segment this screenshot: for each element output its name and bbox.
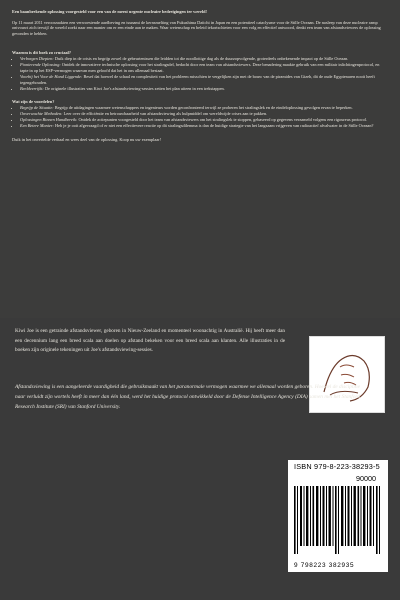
list-item: • Een Betere Manier: Heb je je ooit afgevraagd of er niet een effectievere reactie op dit stralingsdilemma is dan de huidige strategie van het langzaam vrijgeven van radioactief afvalwater in de Stille Oceaan? — [20, 123, 388, 129]
list-item: • Pionierende Oplossing: Ontdek de innovatieve technische oplossing voor het stralingsdel, bedacht door een team van afstandsviewers. Deze benadering maakte gebruik van een militair inlichtingenprotocol, en tapte in op het ESP-vermogen waarvan men geloofd dat het in ons allemaal bestaat. — [20, 62, 388, 73]
benefits-list — [12, 105, 388, 129]
blurb-text — [12, 9, 388, 143]
author-section — [0, 318, 400, 600]
remote-viewing-description: Afstandsviewing is een aangeleerde vaardigheid die gebruikmaakt van het paranormale vermogen waarmee we allemaal worden geboren. Hoewel de discipline naar verluidt zijn wortels heeft in meer dan één land, werd het huidige protocol ontwikkeld door de Defense Intelligence Agency (DIA) samen met het Stanford Research Institute (SRI) van Stanford University. — [15, 384, 360, 410]
list-item: • Onverwachte Methoden: Leer over de efficiëntie en betrouwbaarheid van afstandsviewing als hulpmiddel om wereldwijde crises aan te pakken. — [20, 111, 388, 117]
list-item: • Begrijp de Situatie: Begrijp de uitdagingen waarmee wetenschappers en ingenieurs worden geconfronteerd terwijl ze proberen het stralingslek en de eindeloplossing gevolgen ervan te beperken. — [20, 105, 388, 111]
barcode-icon — [294, 486, 382, 554]
headline: Een baanbrekende oplossing voorgesteld voor een van de meest urgente nucleaire bedreigingen ter wereld! — [12, 9, 207, 14]
list-item: • Oplossingen Binnen Handbereik: Ontdek de actiepunten voorgesteld door het team van afstandsviewers om het stralingslek te stoppen, gebaseerd op gegevens verzameld volgens een rigoureus protocol. — [20, 117, 388, 123]
price-code: 90000 — [356, 474, 376, 483]
list-item: • Verborgen Diepten: Duik diep in de crisis en begrijp zowel de gebeurtenissen die leidden tot die noodlottige dag als de duurzopvolgende, groterdeels onbekenende impact op de Stille Oceaan. — [20, 56, 388, 62]
list-item: • Beeldverrijkt: De originele illustraties van Kiwi Joe's afstandsviewing-sessies zetten het plan uiteen in een trekstappen. — [20, 86, 388, 92]
intro-paragraph: Op 11 maart 2011 veroorzaakten een verwoestende aardbeving en tsunami de kernsmelting van Fukushima Daiichi in Japan en een potentieel cataclysme voor de Stille Oceaan. De nasleep van deze nucleaire ramp ontvouwt zich terwijl de wereld zoekt naar een manier om er een einde aan te maken. Waar wetenschap en beleid tekortschieten voor een volg en effectief antwoord, denkt een team van afstandsviewers de oplossing gevonden te hebben. — [12, 19, 381, 36]
barcode-box — [288, 460, 388, 572]
list-item: • Voorbij het Voor de Hand Liggende: Besef dat hoewel de schaal en complexiteit van het probleem misschien te vergelijken zijn met de bouw van de piramides van Gizeh, dit de oude Egyptenaren nooit heeft tegengehouden. — [20, 74, 388, 85]
closing-line: Duik in het onvertelde verhaal en wees deel van de oplossing. Koop nu uw exemplaar! — [12, 137, 162, 143]
author-bio: Kiwi Joe is een getrainde afstandsviewer, geboren in Nieuw-Zeeland en momenteel woonachtig in Australië. Hij heeft meer dan een decennium lang een breed scala aan doelen op afstand bekeken voor een breed scala aan klanten. Alle illustraties in de boeken zijn originele tekeningen uit Joe's afstandsviewing-sessies. — [15, 328, 285, 354]
isbn-label: ISBN 979-8-223-38293-5 — [294, 462, 380, 471]
section-heading-why: Waarom is dit boek zo cruciaal? — [12, 50, 72, 56]
why-list — [12, 56, 388, 91]
ean-number: 9 798223 382935 — [294, 562, 355, 569]
section-heading-benefits: Wat zijn de voordelen? — [12, 99, 55, 105]
